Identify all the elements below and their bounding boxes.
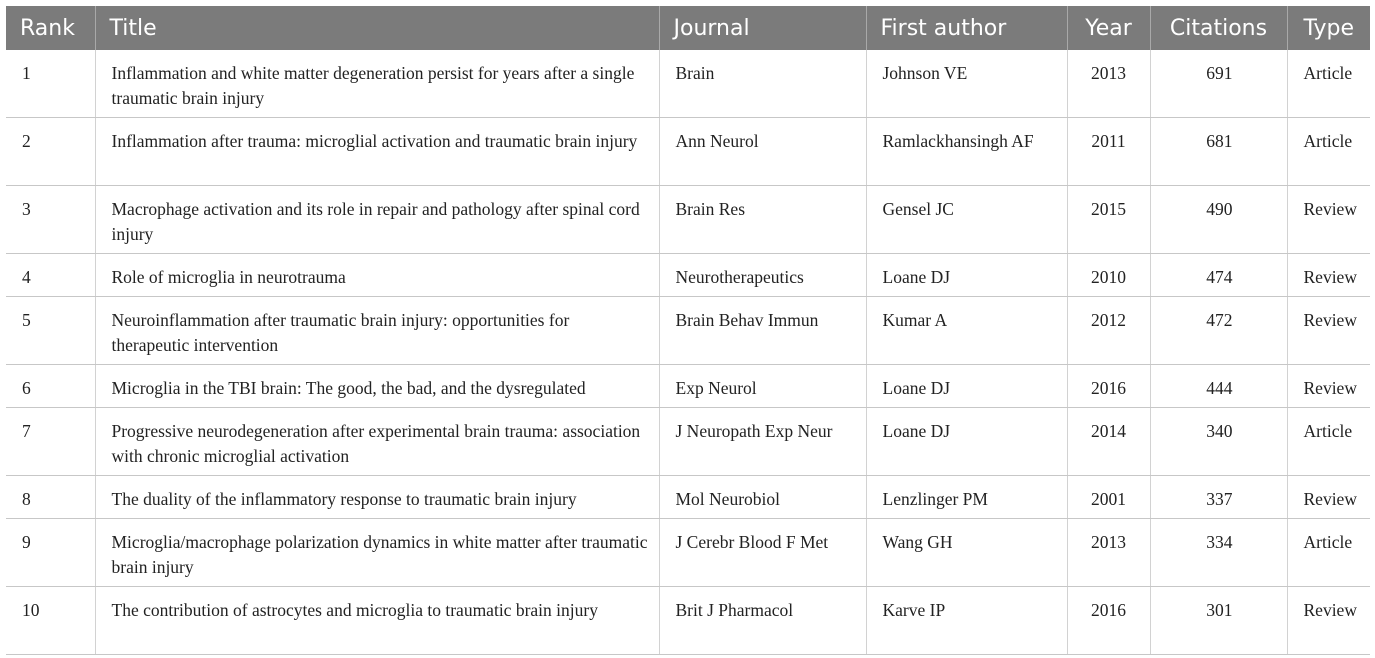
table-row: [6, 50, 1370, 118]
cell-journal: Mol Neurobiol: [659, 476, 866, 519]
header-year: Year: [1067, 6, 1150, 50]
cell-journal: Brit J Pharmacol: [659, 587, 866, 655]
header-type: Type: [1287, 6, 1370, 50]
cell-first-author: Ramlackhansingh AF: [866, 118, 1067, 186]
table-row: [6, 297, 1370, 365]
cell-rank: 8: [6, 476, 95, 519]
cell-type: Review: [1287, 297, 1370, 365]
cell-year: 2013: [1067, 50, 1150, 118]
header-title: Title: [95, 6, 659, 50]
cell-journal: J Neuropath Exp Neur: [659, 408, 866, 476]
header-citations: Citations: [1150, 6, 1287, 50]
cell-year: 2013: [1067, 519, 1150, 587]
table-row: [6, 254, 1370, 297]
cell-title: Role of microglia in neurotrauma: [95, 254, 659, 297]
cell-title: Microglia/macrophage polarization dynamics in white matter after traumatic brain injury: [95, 519, 659, 587]
cell-title: Neuroinflammation after traumatic brain injury: opportunities for therapeutic intervention: [95, 297, 659, 365]
table-row: [6, 365, 1370, 408]
cell-title: Macrophage activation and its role in repair and pathology after spinal cord injury: [95, 186, 659, 254]
cell-year: 2001: [1067, 476, 1150, 519]
cell-journal: Ann Neurol: [659, 118, 866, 186]
table-row: [6, 587, 1370, 655]
cell-title: Microglia in the TBI brain: The good, the bad, and the dysregulated: [95, 365, 659, 408]
cell-first-author: Wang GH: [866, 519, 1067, 587]
cell-type: Review: [1287, 186, 1370, 254]
table-row: [6, 408, 1370, 476]
cell-journal: Brain Res: [659, 186, 866, 254]
cell-title: Inflammation and white matter degeneration persist for years after a single traumatic brain injury: [95, 50, 659, 118]
cell-citations: 301: [1150, 587, 1287, 655]
cell-year: 2011: [1067, 118, 1150, 186]
cell-citations: 472: [1150, 297, 1287, 365]
cell-journal: Exp Neurol: [659, 365, 866, 408]
table-row: [6, 519, 1370, 587]
cell-citations: 490: [1150, 186, 1287, 254]
cell-first-author: Gensel JC: [866, 186, 1067, 254]
cell-first-author: Loane DJ: [866, 254, 1067, 297]
cell-year: 2010: [1067, 254, 1150, 297]
cell-year: 2014: [1067, 408, 1150, 476]
cell-type: Article: [1287, 50, 1370, 118]
cell-journal: J Cerebr Blood F Met: [659, 519, 866, 587]
cell-title: The duality of the inflammatory response to traumatic brain injury: [95, 476, 659, 519]
cell-type: Review: [1287, 254, 1370, 297]
cell-type: Article: [1287, 519, 1370, 587]
cell-type: Review: [1287, 365, 1370, 408]
cell-title: The contribution of astrocytes and microglia to traumatic brain injury: [95, 587, 659, 655]
cell-citations: 474: [1150, 254, 1287, 297]
cell-journal: Neurotherapeutics: [659, 254, 866, 297]
cell-rank: 7: [6, 408, 95, 476]
cell-first-author: Kumar A: [866, 297, 1067, 365]
cell-citations: 340: [1150, 408, 1287, 476]
cell-year: 2016: [1067, 365, 1150, 408]
header-journal: Journal: [659, 6, 866, 50]
cell-citations: 337: [1150, 476, 1287, 519]
cell-journal: Brain: [659, 50, 866, 118]
citations-table-container: [6, 6, 1370, 655]
cell-first-author: Lenzlinger PM: [866, 476, 1067, 519]
header-rank: Rank: [6, 6, 95, 50]
table-row: [6, 186, 1370, 254]
cell-rank: 3: [6, 186, 95, 254]
cell-journal: Brain Behav Immun: [659, 297, 866, 365]
cell-rank: 2: [6, 118, 95, 186]
cell-rank: 5: [6, 297, 95, 365]
cell-citations: 681: [1150, 118, 1287, 186]
cell-first-author: Karve IP: [866, 587, 1067, 655]
cell-rank: 1: [6, 50, 95, 118]
cell-type: Review: [1287, 476, 1370, 519]
top-cited-papers-table: [6, 6, 1370, 655]
cell-year: 2015: [1067, 186, 1150, 254]
cell-rank: 6: [6, 365, 95, 408]
cell-citations: 691: [1150, 50, 1287, 118]
cell-citations: 334: [1150, 519, 1287, 587]
cell-rank: 4: [6, 254, 95, 297]
cell-first-author: Johnson VE: [866, 50, 1067, 118]
cell-type: Article: [1287, 408, 1370, 476]
table-row: [6, 118, 1370, 186]
cell-rank: 10: [6, 587, 95, 655]
header-first-author: First author: [866, 6, 1067, 50]
cell-type: Article: [1287, 118, 1370, 186]
table-row: [6, 476, 1370, 519]
cell-year: 2012: [1067, 297, 1150, 365]
cell-type: Review: [1287, 587, 1370, 655]
table-header-row: [6, 6, 1370, 50]
cell-citations: 444: [1150, 365, 1287, 408]
cell-rank: 9: [6, 519, 95, 587]
cell-first-author: Loane DJ: [866, 365, 1067, 408]
cell-year: 2016: [1067, 587, 1150, 655]
cell-title: Inflammation after trauma: microglial activation and traumatic brain injury: [95, 118, 659, 186]
cell-first-author: Loane DJ: [866, 408, 1067, 476]
cell-title: Progressive neurodegeneration after experimental brain trauma: association with chronic microglial activation: [95, 408, 659, 476]
